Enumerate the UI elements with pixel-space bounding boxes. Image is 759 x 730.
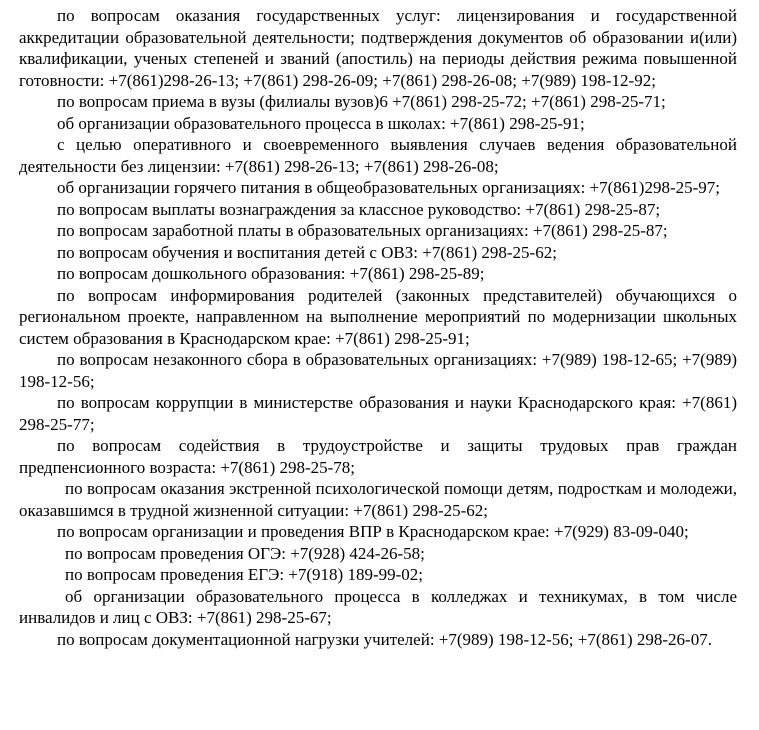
paragraph-school-education-process: об организации образовательного процесса в школах: +7(861) 298-25-91;: [57, 113, 585, 133]
paragraph-parents-information: по вопросам информирования родителей (законных представителей) обучающихся о региональном проекте, направленном на выполнение мероприятий по модернизации школьных систем образования в Краснодарском крае: +7(861) 298-25-91;: [19, 285, 737, 348]
paragraph-vpr-tests: по вопросам организации и проведения ВПР в Краснодарском крае: +7(929) 83-09-040;: [57, 522, 689, 541]
paragraph-state-services: по вопросам оказания государственных услуг: лицензирования и государственной аккредитации образовательной деятельности; подтверждения документов об образовании и(или) квалификации, ученых степеней и званий (апостиль) на периоды действия режима повышенной готовности: +7(861)298-26-13; +7(861) 298-26-09; +7(861) 298-26-08; +7(989) 198-12-92;: [19, 6, 737, 90]
paragraph-psychological-help: по вопросам оказания экстренной психологической помощи детям, подросткам и молодежи, оказавшимся в трудной жизненной ситуации: +7(861) 298-25-62;: [19, 479, 737, 520]
paragraph-special-needs-children: по вопросам обучения и воспитания детей с ОВЗ: +7(861) 298-25-62;: [57, 242, 557, 262]
paragraph-ege-exams: по вопросам проведения ЕГЭ: +7(918) 189-99-02;: [65, 565, 424, 584]
paragraph-corruption: по вопросам коррупции в министерстве образования и науки Краснодарского края: +7(861) 298-25-77;: [19, 393, 737, 434]
paragraph-unlicensed-activity: с целью оперативного и своевременного выявления случаев ведения образовательной деятельности без лицензии: +7(861) 298-26-13; +7(861) 298-26-08;: [19, 135, 737, 176]
paragraph-colleges: об организации образовательного процесса в колледжах и техникумах, в том числе инвалидов и лиц с ОВЗ: +7(861) 298-25-67;: [19, 586, 737, 627]
paragraph-pre-retirement-employment: по вопросам содействия в трудоустройстве и защиты трудовых прав граждан предпенсионного возраста: +7(861) 298-25-78;: [19, 436, 737, 477]
paragraph-class-supervision-pay: по вопросам выплаты вознаграждения за классное руководство: +7(861) 298-25-87;: [57, 199, 661, 219]
paragraph-oge-exams: по вопросам проведения ОГЭ: +7(928) 424-26-58;: [65, 543, 425, 563]
paragraph-illegal-fees: по вопросам незаконного сбора в образовательных организациях: +7(989) 198-12-65; +7(989) 198-12-56;: [19, 350, 737, 391]
paragraph-teacher-paperwork: по вопросам документационной нагрузки учителей: +7(989) 198-12-56; +7(861) 298-26-07.: [57, 629, 712, 649]
paragraph-salaries: по вопросам заработной платы в образовательных организациях: +7(861) 298-25-87;: [57, 221, 668, 240]
paragraph-hot-meals: об организации горячего питания в общеобразовательных организациях: +7(861)298-25-97;: [57, 178, 720, 197]
paragraph-university-admission: по вопросам приема в вузы (филиалы вузов)6 +7(861) 298-25-72; +7(861) 298-25-71;: [57, 92, 666, 111]
paragraph-preschool-education: по вопросам дошкольного образования: +7(861) 298-25-89;: [57, 264, 485, 283]
